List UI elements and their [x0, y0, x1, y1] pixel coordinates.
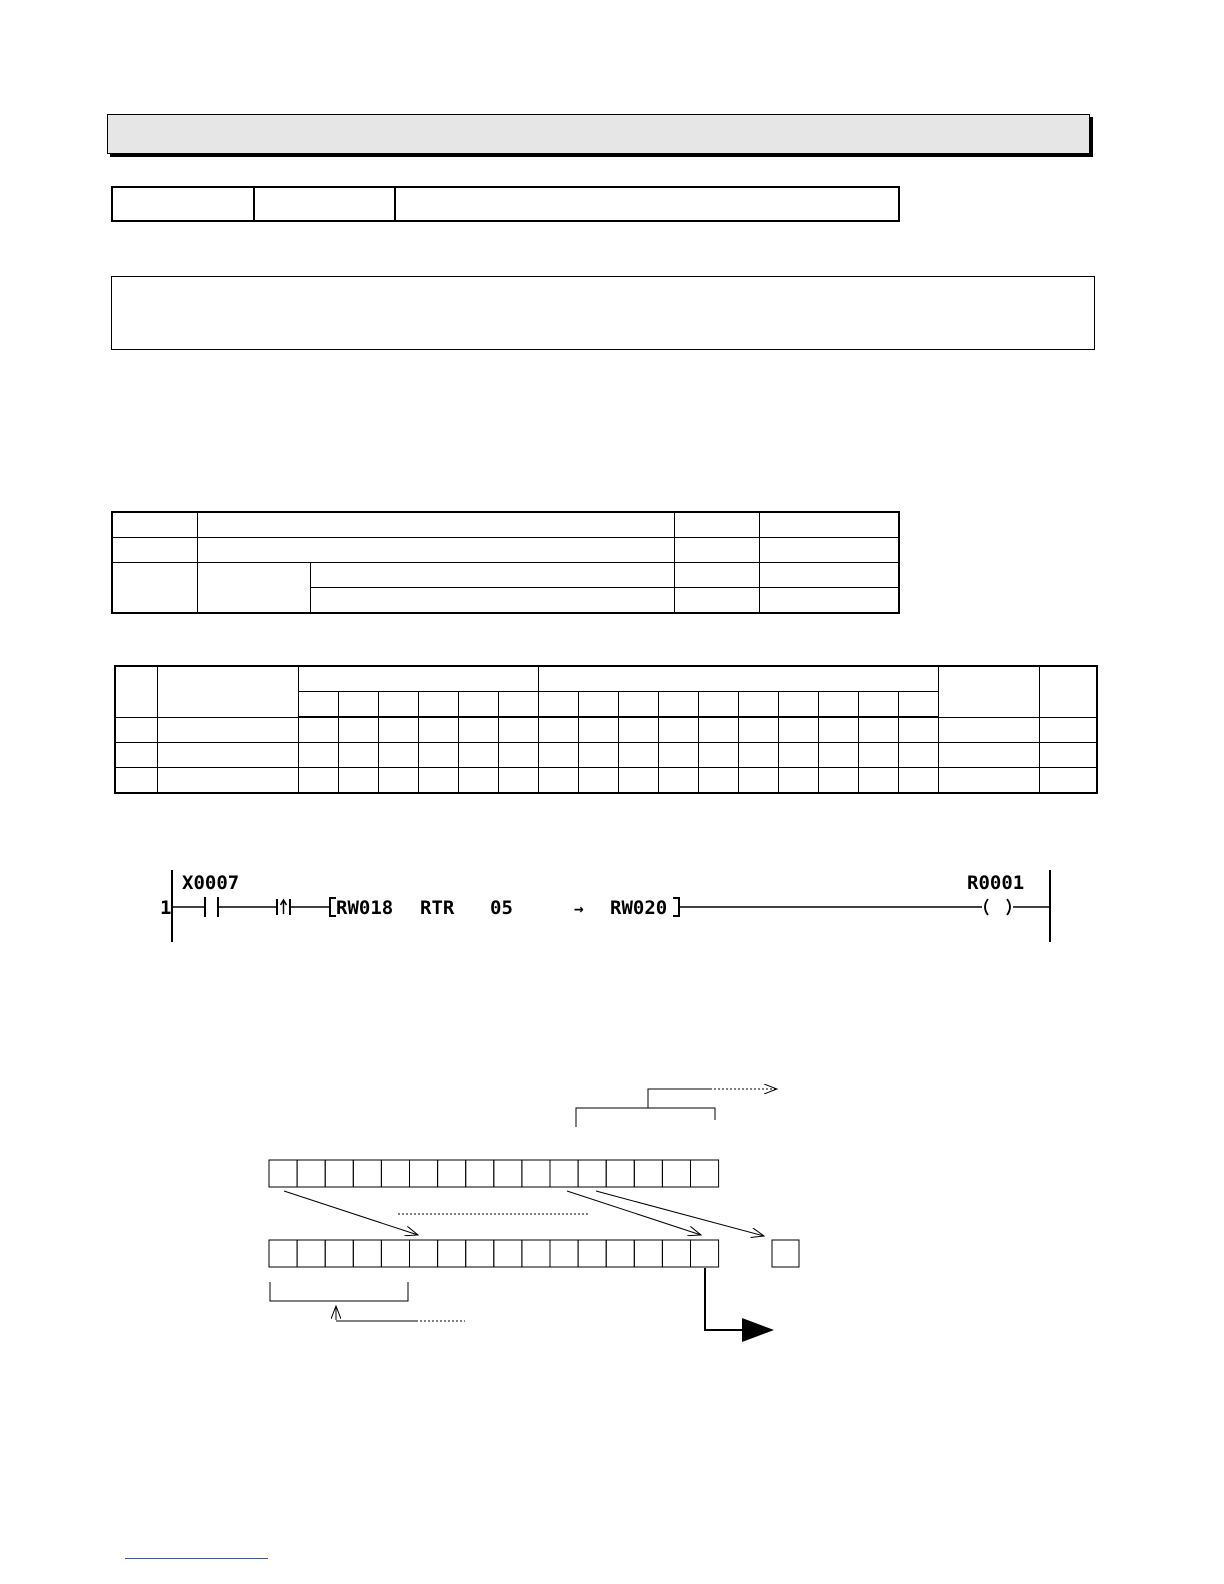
device-matrix-table: [114, 665, 1098, 794]
upper-bracket: [576, 1108, 715, 1127]
instruction-header-table: [111, 186, 900, 222]
bit-cell: [297, 1240, 325, 1267]
table-row: [115, 717, 1097, 743]
shift-arrow-left: [284, 1191, 418, 1235]
bit-cell: [606, 1240, 634, 1267]
bit-cell: [550, 1160, 578, 1187]
table-row: [112, 538, 899, 563]
section-title-bar: [107, 114, 1090, 154]
source-register-cells: [269, 1160, 719, 1187]
bit-cell: [410, 1160, 438, 1187]
shift-arrow-carry: [596, 1191, 764, 1236]
bit-cell: [606, 1160, 634, 1187]
bit-cell: [522, 1240, 550, 1267]
bit-cell: [325, 1240, 353, 1267]
bit-cell: [381, 1240, 409, 1267]
table-row: [112, 563, 899, 588]
bit-cell: [550, 1240, 578, 1267]
rung-number: 1: [160, 897, 172, 919]
bit-cell: [578, 1240, 606, 1267]
bit-cell: [381, 1160, 409, 1187]
bit-cell: [353, 1240, 381, 1267]
parameter-table: [111, 511, 900, 614]
bit-cell: [494, 1160, 522, 1187]
bit-cell: [634, 1160, 662, 1187]
bit-cell: [691, 1240, 719, 1267]
bit-cell: [691, 1160, 719, 1187]
bit-cell: [466, 1160, 494, 1187]
rotation-diagram: [240, 1070, 860, 1360]
header-cell-1: [112, 187, 254, 221]
bit-cell: [494, 1240, 522, 1267]
bit-cell: [269, 1160, 297, 1187]
instruction-mnemonic: RTR: [420, 897, 455, 919]
lower-bracket: [270, 1282, 408, 1301]
ladder-diagram: [150, 862, 1070, 952]
table-row: [115, 743, 1097, 768]
description-box: [111, 276, 1095, 350]
operand-dest: RW020: [610, 897, 668, 919]
shift-arrow-middle: [567, 1191, 701, 1235]
header-cell-3: [395, 187, 899, 221]
bit-cell: [325, 1160, 353, 1187]
coil-right: [1007, 899, 1010, 915]
bit-cell: [410, 1240, 438, 1267]
bit-cell: [466, 1240, 494, 1267]
carry-bit-cell: [772, 1240, 799, 1267]
table-header-row: [115, 666, 1097, 692]
bit-cell: [269, 1240, 297, 1267]
bit-cell: [353, 1160, 381, 1187]
bit-cell: [662, 1160, 690, 1187]
bit-cell: [297, 1160, 325, 1187]
instruction-close-bracket: [673, 898, 679, 916]
output-arrow: [705, 1268, 772, 1330]
bit-cell: [662, 1240, 690, 1267]
coil-label: R0001: [967, 872, 1025, 894]
table-row: [112, 512, 899, 538]
contact-label: X0007: [182, 872, 240, 894]
bit-cell: [438, 1240, 466, 1267]
operand-source: RW018: [336, 897, 394, 919]
transfer-arrow: →: [574, 899, 584, 918]
table-row: [115, 768, 1097, 794]
bit-cell: [438, 1160, 466, 1187]
header-cell-2: [254, 187, 395, 221]
result-register-cells: [269, 1240, 719, 1267]
coil-left: [985, 899, 988, 915]
shift-count: 05: [490, 897, 513, 919]
bit-cell: [578, 1160, 606, 1187]
bit-cell: [634, 1240, 662, 1267]
rising-edge-icon: [277, 899, 290, 915]
footer-link-line: [125, 1558, 268, 1559]
bit-cell: [522, 1160, 550, 1187]
